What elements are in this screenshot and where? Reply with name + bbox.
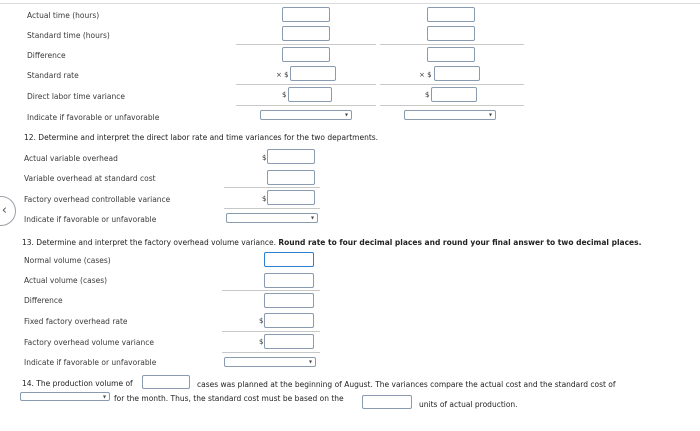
row-label-normal-volume: Normal volume (cases) <box>24 256 111 265</box>
direct-labor-time-variance-input-a[interactable] <box>288 87 332 102</box>
question-13-prompt-text: 13. Determine and interpret the factory overhead volume variance. <box>22 238 276 247</box>
favorability-select-q12[interactable] <box>226 213 318 223</box>
divider <box>224 187 320 188</box>
divider <box>236 105 376 106</box>
difference-input[interactable] <box>264 293 314 308</box>
row-label-indicate: Indicate if favorable or unfavorable <box>24 215 157 224</box>
factory-overhead-controllable-variance-input[interactable] <box>267 190 315 205</box>
divider <box>380 105 524 106</box>
row-label-direct-labor-time-variance: Direct labor time variance <box>27 92 125 101</box>
actual-volume-input[interactable] <box>264 273 314 288</box>
row-label-indicate: Indicate if favorable or unfavorable <box>27 113 160 122</box>
divider <box>222 290 320 291</box>
caret-down-icon: ▾ <box>488 111 492 119</box>
standard-time-input-a[interactable] <box>282 26 330 41</box>
dollar-symbol: $ <box>425 91 430 99</box>
fixed-factory-overhead-rate-input[interactable] <box>264 313 314 328</box>
production-volume-input[interactable] <box>142 375 190 389</box>
row-label-actual-variable-overhead: Actual variable overhead <box>24 154 118 163</box>
divider <box>236 44 376 45</box>
row-label-difference: Difference <box>27 51 66 60</box>
favorability-select-b[interactable] <box>404 110 496 120</box>
variable-overhead-standard-cost-input[interactable] <box>267 170 315 185</box>
divider <box>222 352 320 353</box>
caret-down-icon: ▾ <box>310 214 314 222</box>
factory-overhead-volume-variance-input[interactable] <box>264 334 314 349</box>
difference-input-b[interactable] <box>427 47 475 62</box>
standard-rate-input-a[interactable] <box>290 66 336 81</box>
row-label-standard-time: Standard time (hours) <box>27 31 110 40</box>
divider <box>380 44 524 45</box>
divider <box>236 84 376 85</box>
standard-rate-input-b[interactable] <box>434 66 480 81</box>
actual-variable-overhead-input[interactable] <box>267 149 315 164</box>
question-14-part3: for the month. Thus, the standard cost must be based on the <box>114 394 344 403</box>
times-dollar-symbol: × $ <box>419 71 432 79</box>
actual-time-input-a[interactable] <box>282 7 330 22</box>
cost-basis-select[interactable] <box>20 392 110 401</box>
question-13-rounding-note: Round rate to four decimal places and round your final answer to two decimal places. <box>278 238 642 247</box>
dollar-symbol: $ <box>259 338 264 346</box>
question-12-prompt: 12. Determine and interpret the direct labor rate and time variances for the two departments. <box>24 133 379 142</box>
normal-volume-input[interactable] <box>264 252 314 267</box>
favorability-select-q13[interactable] <box>224 357 316 367</box>
dollar-symbol: $ <box>262 195 267 203</box>
row-label-fixed-factory-overhead-rate: Fixed factory overhead rate <box>24 317 128 326</box>
direct-labor-time-variance-input-b[interactable] <box>431 87 477 102</box>
divider <box>380 84 524 85</box>
standard-time-input-b[interactable] <box>427 26 475 41</box>
question-13-prompt <box>22 238 641 247</box>
divider <box>222 331 320 332</box>
row-label-difference: Difference <box>24 296 63 305</box>
row-label-factory-overhead-controllable-variance: Factory overhead controllable variance <box>24 195 171 204</box>
row-label-actual-volume: Actual volume (cases) <box>24 276 108 285</box>
chevron-left-icon: ‹ <box>1 203 7 218</box>
caret-down-icon: ▾ <box>344 111 348 119</box>
dollar-symbol: $ <box>282 91 287 99</box>
dollar-symbol: $ <box>259 317 264 325</box>
actual-production-units-input[interactable] <box>362 395 412 409</box>
row-label-factory-overhead-volume-variance: Factory overhead volume variance <box>24 338 154 347</box>
difference-input-a[interactable] <box>282 47 330 62</box>
caret-down-icon: ▾ <box>308 358 312 366</box>
top-rule <box>0 0 700 4</box>
question-14-part2: cases was planned at the beginning of August. The variances compare the actual cost and the standard cost of <box>197 380 616 389</box>
question-14-part1: 14. The production volume of <box>22 379 133 388</box>
question-14-part4: units of actual production. <box>419 400 518 409</box>
favorability-select-a[interactable] <box>260 110 352 120</box>
actual-time-input-b[interactable] <box>427 7 475 22</box>
dollar-symbol: $ <box>262 154 267 162</box>
row-label-indicate: Indicate if favorable or unfavorable <box>24 358 157 367</box>
row-label-standard-rate: Standard rate <box>27 71 79 80</box>
caret-down-icon: ▾ <box>102 393 106 400</box>
row-label-actual-time: Actual time (hours) <box>27 11 100 20</box>
row-label-variable-overhead-standard-cost: Variable overhead at standard cost <box>24 174 156 183</box>
previous-button[interactable] <box>0 196 16 226</box>
divider <box>224 208 320 209</box>
times-dollar-symbol: × $ <box>276 71 289 79</box>
